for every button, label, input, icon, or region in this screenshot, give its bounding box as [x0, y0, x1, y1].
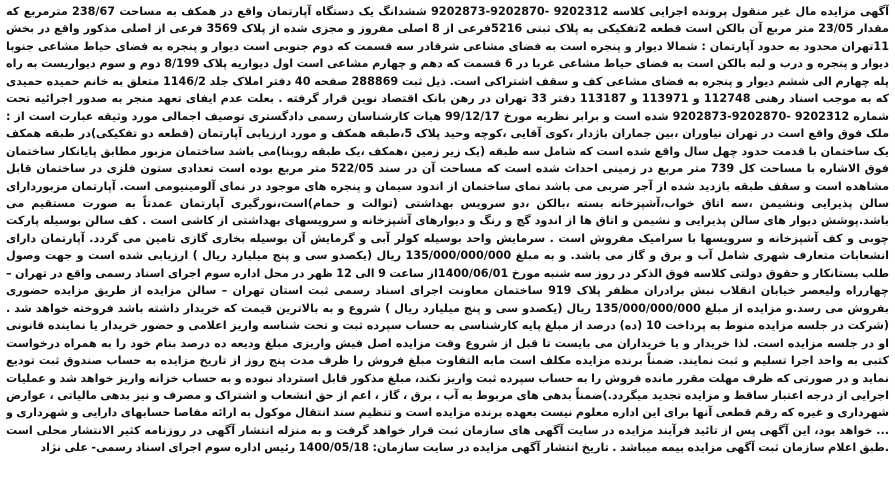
auction-notice-text: آگهی مزایده مال غیر منقول پرونده اجرایی کلاسه 9202312 -9202870-9202873 ششدانگ یک دستگاه آپارتمان واقع در همکف به مساحت 238/67 مترمربع که مقدار 23/05 متر مربع آن بالکن است قطعه 2تفکیکی به پلاک ثبتی 5216فرعی از 8 اصلی مفروز و مجزی شده از پلاک 3569 فرعی از اصلی مذکور واقع در بخش 11تهران محدود به حدود آپارتمان : شمالا دیوار و پنجره است به فضای مشاعی شرقادر سه قسمت که دوم جنوبی است دیوار و پنجره به فضای حیاط مشاعی جنوبا دیوار و پنجره و درب و لبه بالکن است به فضای حیاط مشاعی غربا در 6 قسمت که دهم و چهارم مشاعی است اول دیواریه پلاک 8/199 دوم و سوم دیواریست به راه پله چهارم الی ششم دیوار و پنجره به فضای مشاعی کف و سقف اشتراکی است. ذیل ثبت 288869 صفحه 40 دفتر املاک جلد 1146/2 متعلق به خانم حمیده حمیدی که به موجب اسناد رهنی 112748 و 113971 و 113187 دفتر 33 تهران در رهن بانک اقتصاد نوین قرار گرفته . بعلت عدم ایفای تعهد منجر به صدور اجرائیه تحت شماره 9202312 -9202870-9202873 شده است و برابر نظریه مورخ 99/12/17 هیات کارشناسان رسمی دادگستری توصیف اجمالی مورد وثیقه عبارت است از : ملک فوق واقع است در تهران نیاوران ،بین جماران باژدار ،کوی آقایی ،کوچه وحید پلاک 5،طبقه همکف و مورد ارزیابی آپارتمان (قطعه دو تفکیکی)در طبقه همکف یک ساختمان با قدمت حدود چهل سال واقع شده است که شامل سه طبقه (یک زیر زمین ،همکف ،یک طبقه روبنا)می باشد ساختمان مزبور مطابق پایانکار ساختمان فوق الاشاره با مساحت کل 739 متر مربع در زمینی احداث شده است که مساحت آن در سند 522/05 متر مربع بوده است تعدادی ستون فلزی در ساختمان قابل مشاهده است و سقف طبقه بازدید شده از آجر ضربی می باشد نمای ساختمان از اندود سیمان و پنجره های موجود در نمای آلومینیومی است. آپارتمان مزبوردارای سالن پذیرایی ونشیمن ،سه اتاق خواب،آشپزخانه بسته ،بالکن ،دو سرویس بهداشتی (توالت و حمام)است،نورگیری آپارتمان عمدتاً به صورت مستقیم می باشد.پوشش دیوار های سالن پذیرایی و نشیمن و اتاق ها از اندود گچ و رنگ و دیوارهای آشپزخانه و سرویسهای بهداشتی از کاشی است . کف سالن بوسیله پارکت چوبی و کف آشپزخانه و سرویسها با سرامیک مفروش است . سرمایش واحد بوسیله کولر آبی و گرمایش آن بوسیله بخاری گازی تامین می گردد. آپارتمان دارای انشعابات متعارف شهری شامل آب و برق و گاز می باشد. و به مبلغ 135/000/000/000 ریال (یکصدو سی و پنج میلیارد ریال ) ارزیابی شده است و جهت وصول طلب بستانکار و حقوق دولتی کلاسه فوق الذکر در روز سه شنبه مورخ 1400/06/01از ساعت 9 الی 12 ظهر در محل اداره سوم اجرای اسناد رسمی واقع در تهران – چهارراه ولیعصر خیابان انقلاب نبش برادران مظفر پلاک 919 ساختمان معاونت اجرای اسناد رسمی ثبت استان تهران – سالن مزایده از طریق مزایده حضوری بفروش می رسد.و مزایده از مبلغ 135/000/000/000 ریال (یکصدو سی و پنج میلیارد ریال ) شروع و به بالاترین قیمت که خریدار داشته باشد فروخته خواهد شد . (شرکت در جلسه مزایده منوط به پرداخت 10 (ده) درصد از مبلغ پایه کارشناسی به حساب سپرده ثبت و تحت شناسه واریز اعلامی و حضور خریدار یا نماینده قانونی او در جلسه مزایده است. لذا خریدار و یا خریداران می بایست تا قبل از شروع وقت مزایده اصل فیش واریزی مبلغ ودیعه ده درصد بنام خود را به همراه درخواست کتبی به واحد اجرا تسلیم و ثبت نمایند. ضمناً برنده مزایده مکلف است مابه التفاوت مبلغ فروش را ظرف مدت پنج روز از تاریخ مزایده به حساب صندوق ثبت تودیع نماید و در صورتی که ظرف مهلت مقرر مانده فروش را به حساب سپرده ثبت واریز نکند، مبلغ مذکور قابل استرداد نبوده و به حساب خزانه واریز خواهد شد و عملیات اجرایی از درجه اعتبار ساقط و مزایده تجدید میگردد.)ضمناً بدهی های مربوط به آب ، برق ، گاز ، اعم از حق انشعاب و اشتراک و مصرف و نیز بدهی مالیاتی ، عوارض شهرداری و غیره که رقم قطعی آنها برای این اداره معلوم نیست بعهده برنده مزایده است و تنظیم سند انتقال موکول به ارائه مفاصا حسابهای دارایی و شهرداری و ... خواهد بود، این آگهی پس از تائید فرآیند مزایده در سایت آگهی های سازمان ثبت قرار خواهد گرفت و به منزله انتشار آگهی در روزنامه کثیر الانتشار محلی است .طبق اعلام سازمان ثبت آگهی مزایده بیمه میباشد . تاریخ انتشار آگهی مزایده در سایت سازمان: 1400/05/18 رئیس اداره سوم اجرای اسناد رسمی- علی نژاد — [6, 5, 889, 455]
